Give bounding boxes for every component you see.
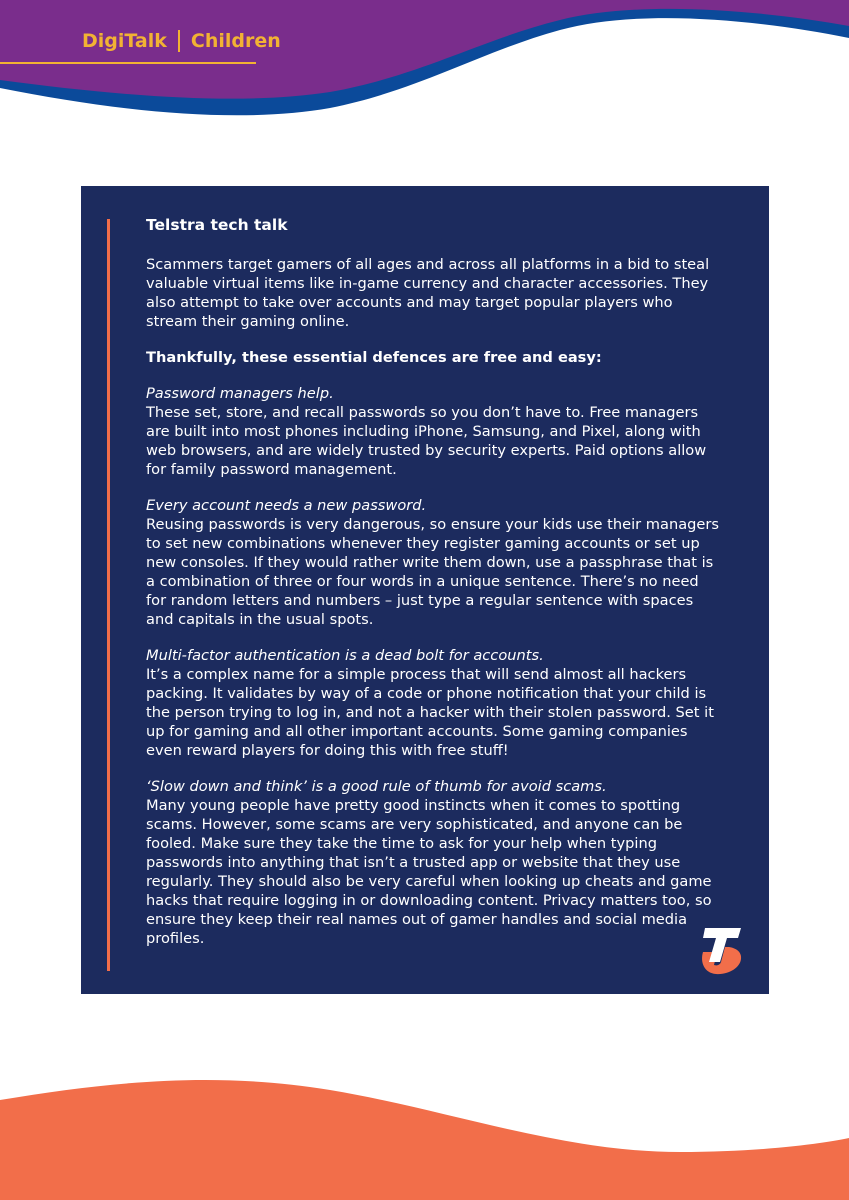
brand-section: Children bbox=[190, 30, 281, 52]
brand-digitalk: DigiTalk bbox=[82, 30, 167, 52]
tip-body: Many young people have pretty good instincts when it comes to spotting scams. However, some scams are very sophisticated, and anyone can be fooled. Make sure they take the time to ask for your help when typing passwords into anything that isn’t a trusted app or website that they use regularly. They should also be very careful when looking up cheats and game hacks that require logging in or downloading content. Privacy matters too, so ensure they keep their real names out of gamer handles and social media profiles. bbox=[146, 797, 712, 947]
tip-item bbox=[146, 384, 721, 479]
header-wave-banner bbox=[0, 0, 849, 140]
tip-title: ‘Slow down and think’ is a good rule of thumb for avoid scams. bbox=[146, 778, 607, 795]
card-title: Telstra tech talk bbox=[146, 216, 288, 234]
accent-rule bbox=[107, 219, 110, 971]
tip-title: Multi-factor authentication is a dead bolt for accounts. bbox=[146, 647, 544, 664]
telstra-logo-icon bbox=[700, 926, 742, 976]
tech-talk-card bbox=[81, 186, 769, 994]
intro-paragraph: Scammers target gamers of all ages and across all platforms in a bid to steal valuable virtual items like in-game currency and character accessories. They also attempt to take over accounts and may target popular players who stream their gaming online. bbox=[146, 256, 710, 330]
tip-body: Reusing passwords is very dangerous, so ensure your kids use their managers to set new combinations whenever they register gaming accounts or set up new consoles. If they would rather write them down, use a passphrase that is a combination of three or four words in a unique sentence. There’s no need for random letters and numbers – just type a regular sentence with spaces and capitals in the usual spots. bbox=[146, 516, 719, 628]
tip-body: It’s a complex name for a simple process that will send almost all hackers packing. It validates by way of a code or phone notification that your child is the person trying to log in, and not a hacker with their stolen password. Set it up for gaming and all other important accounts. Some gaming companies even reward players for doing this with free stuff! bbox=[146, 666, 714, 759]
footer-wave bbox=[0, 1060, 849, 1200]
card-content bbox=[146, 212, 721, 965]
brand-header bbox=[82, 30, 281, 52]
tip-body: These set, store, and recall passwords so you don’t have to. Free managers are built into most phones including iPhone, Samsung, and Pixel, along with web browsers, and are widely trusted by security experts. Paid options allow for family password management. bbox=[146, 404, 707, 478]
brand-underline bbox=[0, 62, 256, 64]
brand-separator bbox=[178, 30, 180, 52]
lead-paragraph: Thankfully, these essential defences are free and easy: bbox=[146, 349, 602, 366]
tip-title: Password managers help. bbox=[146, 385, 334, 402]
tip-item bbox=[146, 496, 721, 629]
tip-title: Every account needs a new password. bbox=[146, 497, 427, 514]
tip-item bbox=[146, 646, 721, 760]
tip-item bbox=[146, 777, 721, 948]
